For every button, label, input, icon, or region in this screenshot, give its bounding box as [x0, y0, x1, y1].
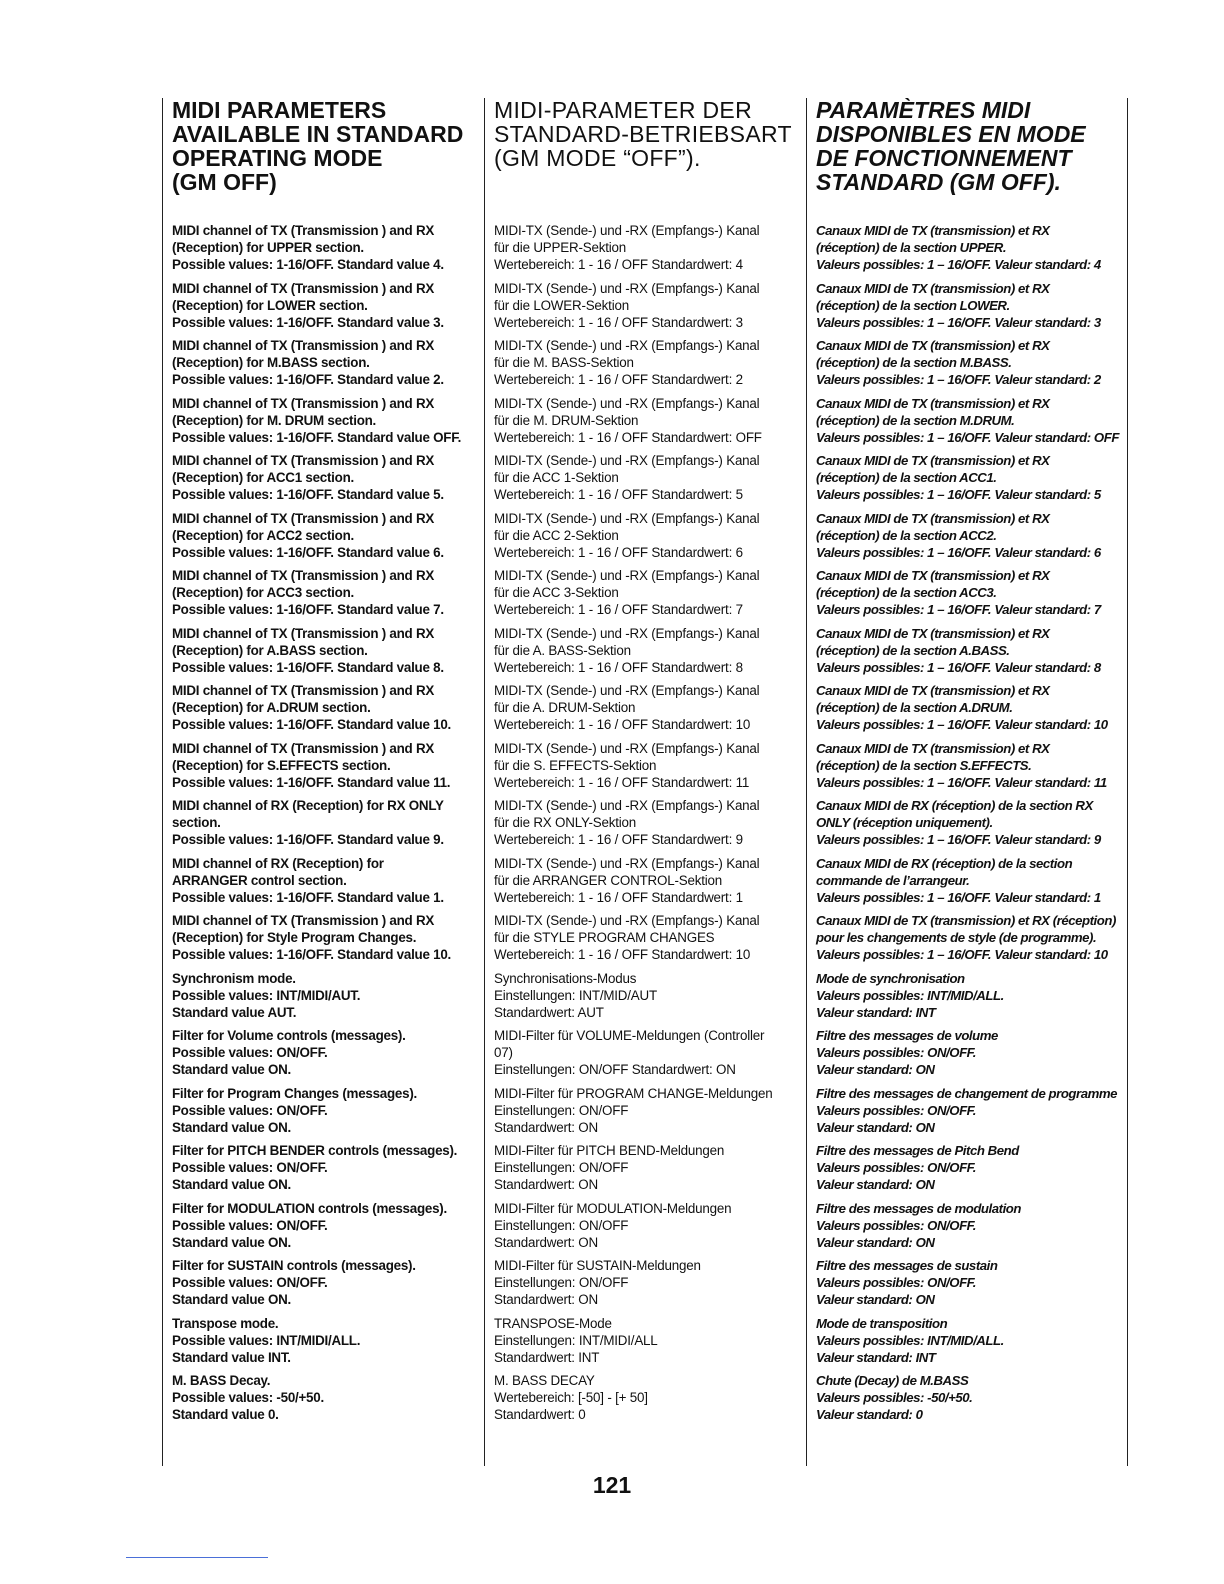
- parameter-entry: Filter for SUSTAIN controls (messages). Possible values: ON/OFF. Standard value ON.: [172, 1258, 416, 1307]
- parameter-entry: MIDI-Filter für MODULATION-Meldungen Einstellungen: ON/OFF Standardwert: ON: [494, 1200, 732, 1250]
- parameter-entry: MIDI channel of TX (Transmission ) and RX (Reception) for A.BASS section. Possible values: 1-16/OFF. Standard value 8.: [172, 625, 444, 675]
- parameter-entry: MIDI channel of TX (Transmission ) and RX (Reception) for ACC1 section. Possible values: 1-16/OFF. Standard value 5.: [172, 453, 444, 502]
- parameter-entry: Chute (Decay) de M.BASS Valeurs possibles: -50/+50. Valeur standard: 0: [816, 1373, 973, 1422]
- german-parameter-list: [494, 222, 804, 1423]
- parameter-entry: MIDI-TX (Sende-) und -RX (Empfangs-) Kanal für die M. BASS-Sektion Wertebereich: 1 - 16 / OFF Standardwert: 2: [494, 338, 760, 387]
- parameter-entry: Filter for Volume controls (messages). Possible values: ON/OFF. Standard value ON.: [172, 1028, 406, 1077]
- parameter-entry: Filtre des messages de sustain Valeurs possibles: ON/OFF. Valeur standard: ON: [816, 1258, 998, 1307]
- parameter-entry: MIDI-TX (Sende-) und -RX (Empfangs-) Kanal für die RX ONLY-Sektion Wertebereich: 1 - 16 / OFF Standardwert: 9: [494, 798, 760, 847]
- french-column: [806, 98, 1128, 1466]
- parameter-entry: Filtre des messages de changement de programme Valeurs possibles: ON/OFF. Valeur standard: ON: [816, 1085, 1118, 1135]
- page-number: 121: [592, 1472, 632, 1498]
- parameter-entry: Canaux MIDI de TX (transmission) et RX (réception) de la section A.DRUM. Valeurs possibles: 1 – 16/OFF. Valeur standard: 10: [816, 683, 1108, 732]
- parameter-entry: M. BASS DECAY Wertebereich: [-50] - [+ 50] Standardwert: 0: [494, 1373, 648, 1422]
- english-parameter-list: [172, 222, 480, 1423]
- parameter-entry: Canaux MIDI de TX (transmission) et RX (réception) de la section M.BASS. Valeurs possibles: 1 – 16/OFF. Valeur standard: 2: [816, 338, 1101, 387]
- parameter-entry: TRANSPOSE-Mode Einstellungen: INT/MIDI/ALL Standardwert: INT: [494, 1315, 658, 1365]
- parameter-entry: MIDI-TX (Sende-) und -RX (Empfangs-) Kanal für die ACC 1-Sektion Wertebereich: 1 - 16 / OFF Standardwert: 5: [494, 453, 760, 502]
- parameter-entry: MIDI-TX (Sende-) und -RX (Empfangs-) Kanal für die ARRANGER CONTROL-Sektion Wertebereich: 1 - 16 / OFF Standardwert: 1: [494, 855, 760, 905]
- parameter-entry: MIDI-TX (Sende-) und -RX (Empfangs-) Kanal für die A. DRUM-Sektion Wertebereich: 1 - 16 / OFF Standardwert: 10: [494, 683, 760, 732]
- parameter-entry: Canaux MIDI de TX (transmission) et RX (réception) de la section ACC3. Valeurs possibles: 1 – 16/OFF. Valeur standard: 7: [816, 568, 1101, 617]
- parameter-entry: Canaux MIDI de TX (transmission) et RX (réception) de la section S.EFFECTS. Valeurs possibles: 1 – 16/OFF. Valeur standard: 11: [816, 740, 1107, 790]
- parameter-entry: MIDI-TX (Sende-) und -RX (Empfangs-) Kanal für die STYLE PROGRAM CHANGES Wertebereich: 1 - 16 / OFF Standardwert: 10: [494, 913, 760, 962]
- parameter-entry: Canaux MIDI de TX (transmission) et RX (réception) de la section UPPER. Valeurs possibles: 1 – 16/OFF. Valeur standard: 4: [816, 223, 1101, 272]
- parameter-entry: MIDI-TX (Sende-) und -RX (Empfangs-) Kanal für die S. EFFECTS-Sektion Wertebereich: 1 - 16 / OFF Standardwert: 11: [494, 740, 760, 790]
- parameter-entry: Filter for MODULATION controls (messages). Possible values: ON/OFF. Standard value ON.: [172, 1200, 447, 1250]
- parameter-entry: MIDI channel of TX (Transmission ) and RX (Reception) for A.DRUM section. Possible values: 1-16/OFF. Standard value 10.: [172, 683, 451, 732]
- english-column: [162, 98, 480, 1466]
- parameter-entry: Filter for PITCH BENDER controls (messages). Possible values: ON/OFF. Standard value ON.: [172, 1143, 458, 1192]
- parameter-entry: Synchronisations-Modus Einstellungen: INT/MID/AUT Standardwert: AUT: [494, 970, 657, 1020]
- parameter-entry: MIDI channel of TX (Transmission ) and RX (Reception) for M. DRUM section. Possible values: 1-16/OFF. Standard value OFF.: [172, 395, 462, 445]
- german-heading: MIDI-PARAMETER DER STANDARD-BETRIEBSART (GM MODE “OFF”).: [494, 98, 792, 171]
- parameter-entry: Canaux MIDI de TX (transmission) et RX (réception) de la section ACC1. Valeurs possibles: 1 – 16/OFF. Valeur standard: 5: [816, 453, 1101, 502]
- parameter-entry: MIDI-TX (Sende-) und -RX (Empfangs-) Kanal für die ACC 2-Sektion Wertebereich: 1 - 16 / OFF Standardwert: 6: [494, 510, 760, 560]
- parameter-entry: MIDI channel of RX (Reception) for ARRANGER control section. Possible values: 1-16/OFF. Standard value 1.: [172, 855, 444, 905]
- french-heading: PARAMÈTRES MIDI DISPONIBLES EN MODE DE FONCTIONNEMENT STANDARD (GM OFF).: [816, 98, 1086, 195]
- parameter-entry: Filtre des messages de volume Valeurs possibles: ON/OFF. Valeur standard: ON: [816, 1028, 998, 1077]
- parameter-entry: MIDI channel of TX (Transmission ) and RX (Reception) for ACC3 section. Possible values: 1-16/OFF. Standard value 7.: [172, 568, 444, 617]
- parameter-entry: MIDI-Filter für PROGRAM CHANGE-Meldungen Einstellungen: ON/OFF Standardwert: ON: [494, 1085, 773, 1135]
- parameter-entry: Canaux MIDI de RX (réception) de la section commande de l’arrangeur. Valeurs possibles: 1 – 16/OFF. Valeur standard: 1: [816, 855, 1101, 905]
- french-parameter-list: [816, 222, 1127, 1423]
- parameter-entry: M. BASS Decay. Possible values: -50/+50. Standard value 0.: [172, 1373, 324, 1422]
- parameter-entry: Canaux MIDI de RX (réception) de la section RX ONLY (réception uniquement). Valeurs possibles: 1 – 16/OFF. Valeur standard: 9: [816, 798, 1101, 847]
- parameter-entry: Filtre des messages de Pitch Bend Valeurs possibles: ON/OFF. Valeur standard: ON: [816, 1143, 1019, 1192]
- parameter-entry: MIDI-Filter für SUSTAIN-Meldungen Einstellungen: ON/OFF Standardwert: ON: [494, 1258, 701, 1307]
- parameter-entry: MIDI channel of TX (Transmission ) and RX (Reception) for UPPER section. Possible values: 1-16/OFF. Standard value 4.: [172, 223, 444, 272]
- parameter-entry: MIDI-TX (Sende-) und -RX (Empfangs-) Kanal für die M. DRUM-Sektion Wertebereich: 1 - 16 / OFF Standardwert: OFF: [494, 395, 762, 445]
- parameter-entry: MIDI channel of RX (Reception) for RX ONLY section. Possible values: 1-16/OFF. Standard value 9.: [172, 798, 444, 847]
- parameter-entry: MIDI-TX (Sende-) und -RX (Empfangs-) Kanal für die LOWER-Sektion Wertebereich: 1 - 16 / OFF Standardwert: 3: [494, 280, 760, 330]
- parameter-entry: Mode de transposition Valeurs possibles: INT/MID/ALL. Valeur standard: INT: [816, 1315, 1004, 1365]
- german-column: [484, 98, 804, 1466]
- parameter-entry: Canaux MIDI de TX (transmission) et RX (réception) de la section LOWER. Valeurs possibles: 1 – 16/OFF. Valeur standard: 3: [816, 280, 1101, 330]
- parameter-entry: MIDI channel of TX (Transmission ) and RX (Reception) for Style Program Changes. Possible values: 1-16/OFF. Standard value 10.: [172, 913, 451, 962]
- parameter-entry: Mode de synchronisation Valeurs possibles: INT/MID/ALL. Valeur standard: INT: [816, 970, 1004, 1020]
- parameter-entry: MIDI channel of TX (Transmission ) and RX (Reception) for LOWER section. Possible values: 1-16/OFF. Standard value 3.: [172, 280, 444, 330]
- parameter-entry: Filter for Program Changes (messages). Possible values: ON/OFF. Standard value ON.: [172, 1085, 417, 1135]
- parameter-entry: Canaux MIDI de TX (transmission) et RX (réception) de la section ACC2. Valeurs possibles: 1 – 16/OFF. Valeur standard: 6: [816, 510, 1101, 560]
- parameter-entry: Synchronism mode. Possible values: INT/MIDI/AUT. Standard value AUT.: [172, 970, 361, 1020]
- parameter-entry: MIDI-TX (Sende-) und -RX (Empfangs-) Kanal für die UPPER-Sektion Wertebereich: 1 - 16 / OFF Standardwert: 4: [494, 223, 760, 272]
- english-heading: MIDI PARAMETERS AVAILABLE IN STANDARD OPERATING MODE (GM OFF): [172, 98, 464, 195]
- parameter-entry: MIDI channel of TX (Transmission ) and RX (Reception) for ACC2 section. Possible values: 1-16/OFF. Standard value 6.: [172, 510, 444, 560]
- parameter-entry: MIDI channel of TX (Transmission ) and RX (Reception) for S.EFFECTS section. Possible values: 1-16/OFF. Standard value 11.: [172, 740, 451, 790]
- parameter-entry: MIDI-Filter für VOLUME-Meldungen (Controller 07) Einstellungen: ON/OFF Standardwert: ON: [494, 1028, 765, 1077]
- parameter-entry: Canaux MIDI de TX (transmission) et RX (réception) de la section M.DRUM. Valeurs possibles: 1 – 16/OFF. Valeur standard: OFF: [816, 395, 1119, 445]
- parameter-entry: MIDI-TX (Sende-) und -RX (Empfangs-) Kanal für die ACC 3-Sektion Wertebereich: 1 - 16 / OFF Standardwert: 7: [494, 568, 760, 617]
- parameter-entry: MIDI-TX (Sende-) und -RX (Empfangs-) Kanal für die A. BASS-Sektion Wertebereich: 1 - 16 / OFF Standardwert: 8: [494, 625, 760, 675]
- parameter-entry: Filtre des messages de modulation Valeurs possibles: ON/OFF. Valeur standard: ON: [816, 1200, 1022, 1250]
- parameter-entry: MIDI channel of TX (Transmission ) and RX (Reception) for M.BASS section. Possible values: 1-16/OFF. Standard value 2.: [172, 338, 444, 387]
- parameter-entry: Canaux MIDI de TX (transmission) et RX (réception) pour les changements de style (de programme). Valeurs possibles: 1 – 16/OFF. Valeur standard: 10: [816, 913, 1116, 962]
- parameter-entry: Transpose mode. Possible values: INT/MIDI/ALL. Standard value INT.: [172, 1315, 361, 1365]
- parameter-entry: Canaux MIDI de TX (transmission) et RX (réception) de la section A.BASS. Valeurs possibles: 1 – 16/OFF. Valeur standard: 8: [816, 625, 1101, 675]
- blue-rule: [126, 1557, 268, 1558]
- parameter-entry: MIDI-Filter für PITCH BEND-Meldungen Einstellungen: ON/OFF Standardwert: ON: [494, 1143, 725, 1192]
